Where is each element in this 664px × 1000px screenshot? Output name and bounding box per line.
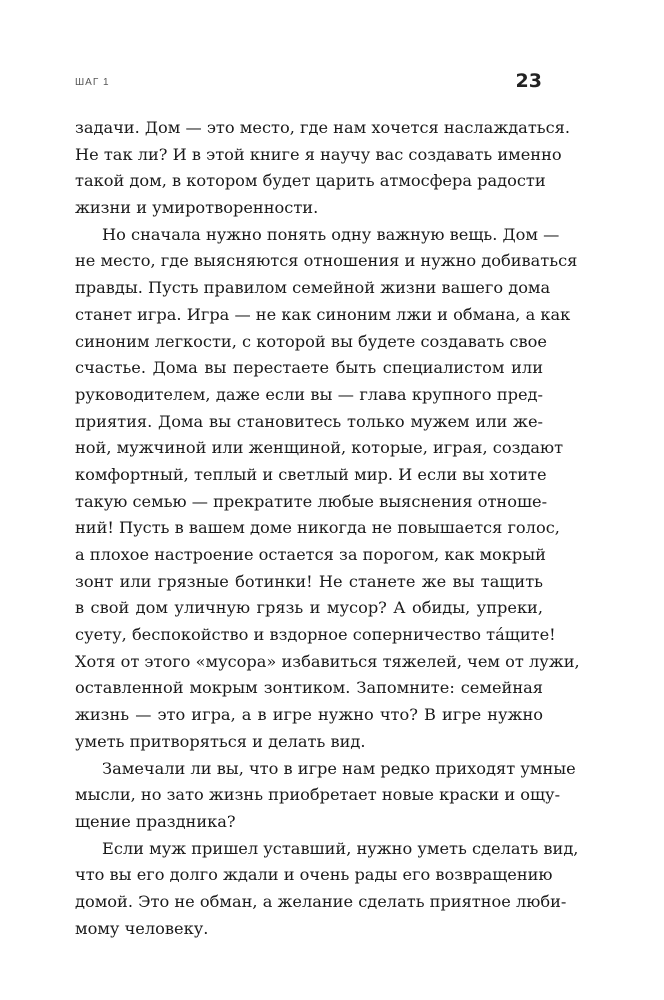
running-head: ШАГ 1 xyxy=(75,77,110,88)
text-line: руководителем, даже если вы — глава крупного пред- xyxy=(75,384,543,404)
text-line: мысли, но зато жизнь приобретает новые краски и ощу- xyxy=(75,785,561,805)
text-line: ний! Пусть в вашем доме никогда не повышается голос, xyxy=(75,518,560,538)
text-line: Хотя от этого «мусора» избавиться тяжелей, чем от лужи, xyxy=(75,651,580,671)
text-line: в свой дом уличную грязь и мусор? А обиды, упреки, xyxy=(75,598,543,618)
text-line: щение праздника? xyxy=(75,811,236,831)
text-line: приятия. Дома вы становитесь только мужем или же- xyxy=(75,411,543,431)
text-line: комфортный, теплый и светлый мир. И если вы хотите xyxy=(75,464,547,484)
text-line: не место, где выясняются отношения и нужно добиваться xyxy=(75,251,578,271)
text-line: домой. Это не обман, а желание сделать приятное люби- xyxy=(75,891,567,911)
text-line: правды. Пусть правилом семейной жизни вашего дома xyxy=(75,278,551,298)
text-line: суету, беспокойство и вздорное соперничество та́щите! xyxy=(75,625,556,645)
text-line: жизни и умиротворенности. xyxy=(75,198,319,218)
text-line: а плохое настроение остается за порогом, как мокрый xyxy=(75,545,546,564)
text-line: синоним легкости, с которой вы будете создавать свое xyxy=(75,331,547,351)
paragraph-first-line: Замечали ли вы, что в игре нам редко приходят умные xyxy=(102,758,576,778)
text-line: ной, мужчиной или женщиной, которые, играя, создают xyxy=(75,438,564,458)
page-number: 23 xyxy=(515,70,542,92)
body-text xyxy=(75,115,580,942)
paragraph-first-line: Но сначала нужно понять одну важную вещь. Дом — xyxy=(102,224,560,244)
paragraph-first-line: Если муж пришел уставший, нужно уметь сделать вид, xyxy=(102,838,579,858)
text-line: зонт или грязные ботинки! Не станете же вы тащить xyxy=(75,571,543,591)
text-line: станет игра. Игра — не как синоним лжи и обмана, а как xyxy=(75,304,571,324)
text-line: оставленной мокрым зонтиком. Запомните: семейная xyxy=(75,678,543,698)
text-line: такую семью — прекратите любые выяснения отноше- xyxy=(75,491,548,511)
text-line: задачи. Дом — это место, где нам хочется наслаждаться. xyxy=(75,118,571,137)
text-line: такой дом, в котором будет царить атмосфера радости xyxy=(75,171,546,191)
text-line: счастье. Дома вы перестаете быть специалистом или xyxy=(75,358,543,378)
text-line: уметь притворяться и делать вид. xyxy=(75,731,366,751)
text-line: что вы его долго ждали и очень рады его возвращению xyxy=(75,865,553,885)
text-line: Не так ли? И в этой книге я научу вас создавать именно xyxy=(75,144,562,164)
text-line: мому человеку. xyxy=(75,918,209,938)
text-line: жизнь — это игра, а в игре нужно что? В игре нужно xyxy=(75,705,543,725)
